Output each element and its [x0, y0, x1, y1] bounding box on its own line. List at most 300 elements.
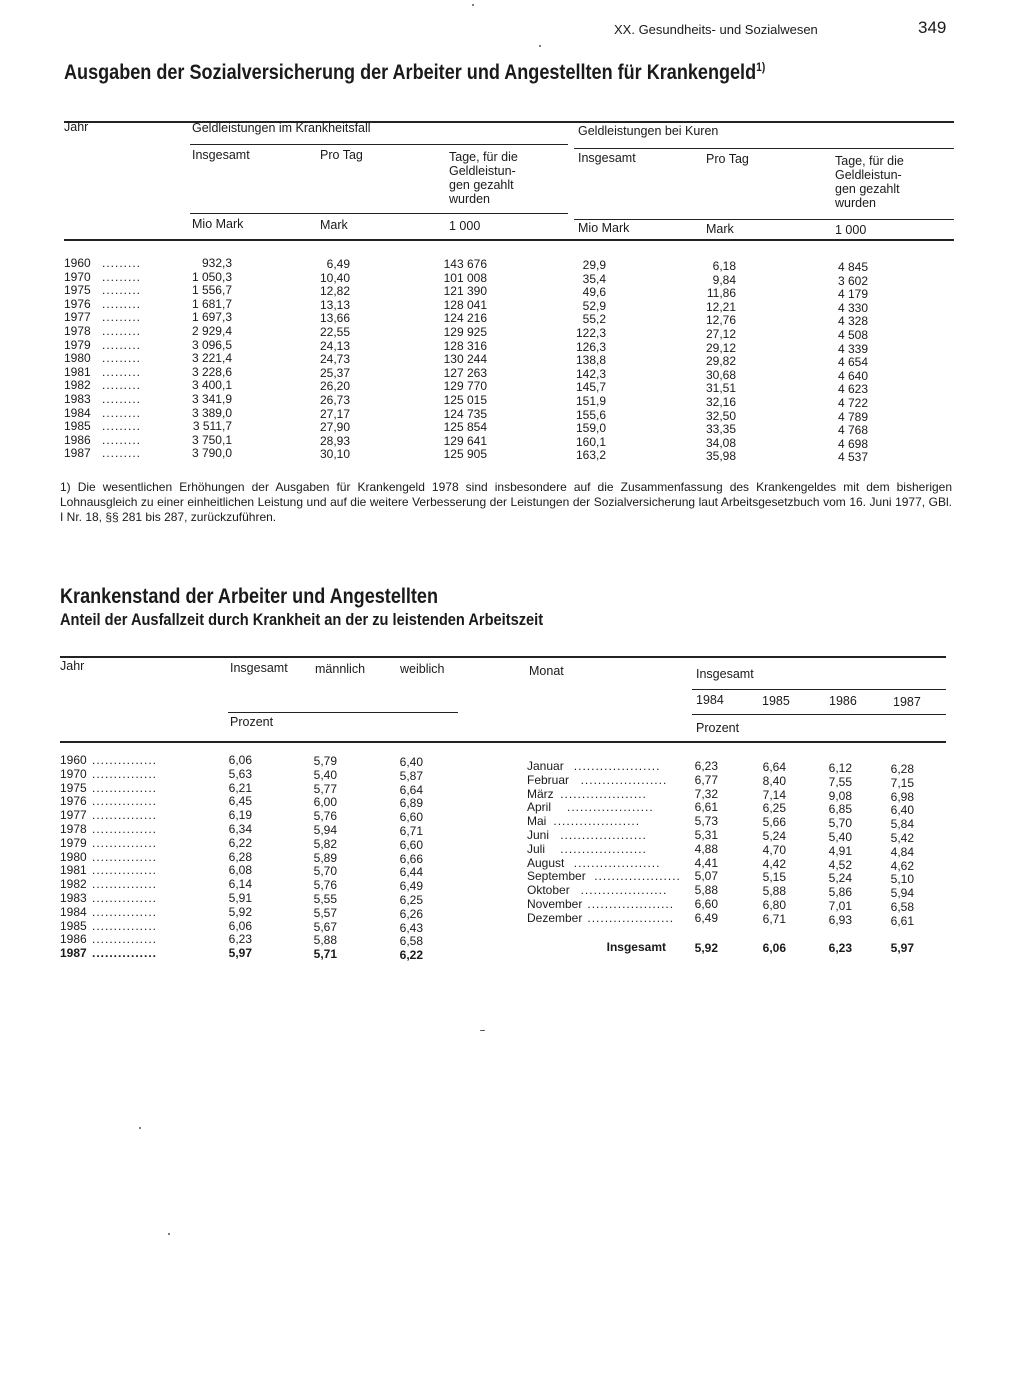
table1-cell-b-insgesamt: 142,3: [575, 366, 606, 381]
table2-cell-weiblich: 6,60: [399, 810, 423, 825]
dot-leader: ...............: [92, 808, 158, 823]
table2-cell-maennlich: 5,82: [313, 836, 337, 851]
dot-leader: ....................: [553, 814, 641, 829]
table3-cell-value: 4,52: [828, 857, 852, 872]
table1-cell-a-tage: 128 041: [443, 297, 487, 312]
dot-leader: ....................: [587, 897, 675, 911]
table1-cell-b-protag: 32,16: [705, 395, 736, 409]
table3-cell-monat: April: [527, 800, 552, 815]
table1-cell-b-protag: 35,98: [705, 449, 736, 464]
table1-cell-a-tage: 124 735: [443, 406, 487, 421]
table1-cell-b-tage: 4 339: [837, 341, 868, 356]
table1-cell-b-protag: 11,86: [706, 286, 736, 301]
table3-total-value: 5,92: [694, 941, 718, 955]
dot-leader: ...............: [92, 849, 158, 864]
table1-unit-a1: Mio Mark: [192, 217, 244, 231]
table2-subtitle: Anteil der Ausfallzeit durch Krankheit an der zu leistenden Arbeitszeit: [60, 610, 544, 629]
table1-cell-a-insgesamt: 3 511,7: [192, 419, 232, 434]
table3-cell-monat: August: [527, 855, 565, 870]
table1-cell-a-protag: 13,66: [319, 311, 350, 326]
table1-group-a: Geldleistungen im Krankheitsfall: [192, 121, 371, 135]
table3-cell-value: 6,85: [828, 802, 852, 817]
table1-cell-a-protag: 25,37: [319, 365, 350, 380]
table1-cell-a-insgesamt: 3 389,0: [191, 405, 232, 420]
table1-cell-b-insgesamt: 29,9: [582, 258, 606, 272]
table2-cell-insgesamt: 6,28: [228, 849, 252, 864]
table1-cell-a-tage: 125 015: [443, 393, 487, 407]
table3-cell-value: 6,61: [890, 913, 914, 928]
table2-cell-weiblich: 6,71: [399, 824, 423, 838]
table1-cell-a-insgesamt: 3 341,9: [191, 392, 232, 406]
table1-cell-b-tage: 4 330: [837, 300, 868, 315]
table2-cell-insgesamt: 6,23: [228, 932, 252, 947]
table1-b-protag: Pro Tag: [706, 152, 749, 166]
table1-cell-a-protag: 22,55: [319, 325, 350, 339]
dot-leader: ...............: [92, 918, 158, 933]
table1-cell-jahr: 1977: [64, 310, 91, 325]
table2-header-bottom-rule: [60, 741, 946, 743]
table3-cell-monat: Januar: [527, 759, 564, 773]
table3-cell-value: 7,55: [828, 774, 852, 789]
table1-cell-b-insgesamt: 151,9: [575, 394, 606, 408]
table3-cell-value: 7,15: [890, 775, 914, 790]
dot-leader: ...............: [92, 780, 158, 795]
table3-cell-value: 5,10: [890, 872, 914, 887]
table3-cell-monat: Mai: [527, 814, 547, 829]
table1-header-bottom-rule: [64, 239, 954, 241]
scan-speck: [539, 45, 541, 47]
table3-cell-value: 5,40: [828, 830, 852, 844]
table2-cell-jahr: 1979: [60, 835, 87, 850]
dot-leader: ...............: [92, 904, 158, 919]
dot-leader: .........: [102, 392, 142, 406]
table2-cell-maennlich: 5,77: [313, 781, 337, 796]
table1-cell-a-insgesamt: 1 556,7: [191, 283, 232, 298]
table1-cell-jahr: 1975: [64, 283, 91, 298]
table3-cell-value: 6,61: [694, 800, 718, 815]
table1-cell-jahr: 1979: [64, 337, 91, 352]
table2-cell-weiblich: 6,58: [399, 934, 423, 949]
table3-cell-value: 4,70: [762, 842, 786, 857]
table2-cell-weiblich: 5,87: [399, 768, 423, 783]
table1-cell-b-insgesamt: 160,1: [575, 434, 606, 449]
table1-cell-a-insgesamt: 932,3: [201, 256, 232, 270]
table1-a-insgesamt: Insgesamt: [192, 148, 250, 162]
table1-cell-jahr: 1981: [64, 364, 91, 379]
dot-leader: ...............: [92, 753, 158, 767]
table2-unit-rule: [228, 712, 458, 713]
table3-col-insgesamt: Insgesamt: [696, 667, 754, 681]
table3-cell-value: 5,66: [762, 815, 786, 830]
table2-cell-jahr: 1982: [60, 877, 87, 892]
table1-cell-jahr: 1985: [64, 419, 91, 434]
table3-cell-value: 5,31: [694, 828, 718, 842]
dot-leader: ....................: [580, 772, 668, 787]
table1-cell-a-tage: 129 770: [443, 379, 487, 394]
table1-cell-b-protag: 34,08: [705, 435, 736, 450]
table2-col-maennlich: männlich: [315, 662, 366, 676]
table3-year-1984: 1984: [696, 693, 724, 707]
dot-leader: ....................: [560, 841, 647, 856]
table2-cell-weiblich: 6,25: [399, 893, 423, 907]
dot-leader: .........: [102, 283, 142, 298]
table1-cell-b-insgesamt: 52,9: [582, 298, 606, 313]
table3-cell-value: 4,41: [694, 855, 718, 870]
table1-unit-rule-a: [190, 213, 568, 214]
table1-title-text: Ausgaben der Sozialversicherung der Arbeiter und Angestellten für Krankengeld: [64, 61, 757, 84]
table1-cell-jahr: 1978: [64, 324, 91, 338]
dot-leader: ....................: [567, 800, 654, 815]
table2-cell-jahr: 1985: [60, 918, 87, 933]
table1-cell-a-insgesamt: 3 750,1: [191, 432, 232, 447]
table1-unit-b3: 1 000: [835, 223, 867, 237]
table2-cell-jahr: 1977: [60, 808, 87, 823]
table2-cell-maennlich: 5,55: [313, 892, 337, 906]
table1-cell-a-tage: 101 008: [443, 270, 487, 285]
table2-cell-jahr: 1960: [60, 753, 87, 767]
table3-cell-monat: Juni: [527, 828, 550, 842]
table3-cell-value: 4,42: [762, 856, 786, 871]
table2-cell-insgesamt: 6,34: [228, 822, 252, 836]
table1-cell-a-tage: 127 263: [443, 365, 487, 380]
dot-leader: ...............: [92, 822, 158, 836]
table2-cell-maennlich: 5,76: [313, 809, 337, 824]
table2-cell-insgesamt: 6,19: [228, 808, 252, 823]
table1-cell-b-tage: 4 845: [837, 260, 868, 274]
table3-cell-value: 5,07: [694, 869, 718, 884]
table2-cell-insgesamt: 6,14: [228, 877, 252, 892]
dot-leader: ...............: [92, 766, 158, 781]
dot-leader: ....................: [560, 786, 647, 801]
table3-year-1987: 1987: [893, 695, 921, 709]
table3-cell-value: 6,23: [694, 759, 718, 773]
table1-cell-a-insgesamt: 1 681,7: [191, 296, 232, 311]
table2-cell-weiblich: 6,60: [399, 837, 423, 852]
table1-cell-b-insgesamt: 155,6: [575, 407, 606, 422]
table3-cell-value: 7,14: [762, 787, 786, 802]
table1-cell-b-protag: 12,21: [705, 299, 736, 314]
table2-col-weiblich: weiblich: [400, 662, 445, 676]
dot-leader: .........: [102, 378, 142, 393]
scan-speck: [168, 1233, 170, 1235]
table3-cell-monat: Februar: [527, 772, 570, 787]
table1-cell-b-tage: 4 508: [837, 328, 868, 342]
table1-cell-b-protag: 31,51: [705, 381, 736, 396]
dot-leader: ...............: [92, 932, 158, 947]
dot-leader: ....................: [573, 855, 661, 870]
table2-cell-maennlich: 5,71: [313, 947, 337, 962]
table3-cell-value: 6,93: [828, 912, 852, 927]
table3-cell-monat: Juli: [527, 841, 546, 856]
dot-leader: .........: [102, 364, 142, 379]
table2-cell-maennlich: 6,00: [313, 795, 337, 810]
table2-cell-jahr: 1987: [60, 946, 87, 961]
table3-cell-value: 4,84: [890, 844, 914, 859]
page-number: 349: [918, 18, 947, 37]
table2-cell-insgesamt: 6,08: [228, 863, 252, 878]
table2-cell-maennlich: 5,89: [313, 850, 337, 865]
table3-year-rule: [692, 689, 946, 690]
table1-cell-jahr: 1976: [64, 296, 91, 311]
table1-cell-a-insgesamt: 3 400,1: [191, 378, 232, 393]
table1-cell-b-protag: 6,18: [712, 259, 736, 273]
table1-unit-b1: Mio Mark: [578, 221, 630, 235]
table1-group-b: Geldleistungen bei Kuren: [578, 124, 719, 138]
table1-b-insgesamt: Insgesamt: [578, 151, 636, 165]
table1-cell-a-tage: 121 390: [443, 284, 487, 299]
table3-total-value: 6,23: [828, 941, 852, 955]
table3-cell-value: 6,71: [762, 911, 786, 926]
table2-unit: Prozent: [230, 715, 274, 729]
table3-cell-value: 6,49: [694, 910, 718, 925]
dot-leader: .........: [102, 310, 142, 325]
dot-leader: ...............: [92, 863, 158, 878]
table1-cell-b-tage: 4 537: [837, 450, 868, 465]
table1-cell-jahr: 1986: [64, 432, 91, 447]
table3-cell-value: 5,88: [762, 884, 786, 899]
table1-cell-a-tage: 130 244: [443, 352, 487, 367]
table2-cell-weiblich: 6,44: [399, 865, 423, 880]
dot-leader: .........: [102, 256, 142, 270]
table1-cell-b-protag: 32,50: [705, 408, 736, 423]
table2-cell-jahr: 1976: [60, 794, 87, 809]
table3-cell-value: 5,88: [694, 883, 718, 898]
table1-cell-a-tage: 125 905: [443, 447, 487, 462]
dot-leader: .........: [102, 324, 142, 338]
table2-cell-weiblich: 6,66: [399, 851, 423, 866]
table1-cell-a-insgesamt: 3 790,0: [191, 446, 232, 461]
table1-cell-a-protag: 6,49: [326, 257, 350, 271]
table2-cell-weiblich: 6,26: [399, 906, 423, 921]
table1-footnote: 1) Die wesentlichen Erhöhungen der Ausgaben für Krankengeld 1978 sind insbesondere auf die Zusammenfassung des Krankengeldes mit dem bisherigen Lohnausgleich zu einer einheitlichen Leistung und auf die weitere Verbesserung der Leistungen der Sozialversicherung laut Arbeitsgesetzbuch vom 16. Juni 1977, GBl. I Nr. 18, §§ 281 bis 287, zurückzuführen.: [60, 480, 952, 524]
table1-cell-b-tage: 4 722: [837, 396, 868, 410]
table2-cell-jahr: 1984: [60, 904, 87, 919]
table1-cell-b-insgesamt: 122,3: [575, 326, 606, 340]
table2-cell-insgesamt: 6,06: [228, 918, 252, 933]
table3-cell-value: 5,73: [694, 814, 718, 829]
table3-cell-value: 5,94: [890, 886, 914, 901]
table2-cell-insgesamt: 6,21: [228, 780, 252, 795]
table2-cell-weiblich: 6,22: [399, 948, 423, 963]
table3-cell-value: 5,70: [828, 816, 852, 831]
table1-cell-b-tage: 4 328: [837, 314, 868, 329]
table1-cell-jahr: 1980: [64, 351, 91, 366]
table1-cell-a-tage: 125 854: [443, 420, 487, 435]
table2-cell-weiblich: 6,40: [399, 755, 423, 769]
table3-unit: Prozent: [696, 721, 740, 735]
table1-cell-b-tage: 4 768: [837, 423, 868, 438]
table3-cell-value: 6,12: [828, 761, 852, 775]
table1-cell-a-tage: 143 676: [443, 257, 487, 271]
table1-cell-b-insgesamt: 138,8: [575, 353, 606, 368]
table3-cell-monat: September: [527, 869, 586, 884]
table2-title: Krankenstand der Arbeiter und Angestellten: [60, 585, 438, 608]
table1-cell-a-protag: 10,40: [319, 270, 350, 285]
table1-cell-b-protag: 27,12: [705, 327, 736, 341]
table1-cell-a-insgesamt: 1 050,3: [191, 269, 232, 284]
table3-cell-monat: Dezember: [527, 910, 583, 925]
scan-speck: [472, 4, 474, 6]
table1-cell-jahr: 1970: [64, 269, 91, 284]
table1-cell-b-tage: 4 698: [837, 436, 868, 451]
table3-cell-value: 6,60: [694, 897, 718, 911]
table1-cell-b-insgesamt: 145,7: [575, 380, 606, 395]
dot-leader: .........: [102, 405, 142, 420]
dot-leader: .........: [102, 337, 142, 352]
table1-cell-a-insgesamt: 3 096,5: [191, 337, 232, 352]
table1-cell-a-tage: 128 316: [443, 338, 487, 353]
table2-col-jahr: Jahr: [60, 659, 85, 673]
table3-cell-value: 4,91: [828, 843, 852, 858]
table2-cell-weiblich: 6,64: [399, 782, 423, 797]
table3-total-label: Insgesamt: [606, 940, 666, 954]
table2-cell-insgesamt: 5,97: [228, 946, 252, 961]
table3-cell-value: 6,40: [890, 803, 914, 818]
table2-cell-jahr: 1983: [60, 891, 87, 905]
table3-cell-value: 6,58: [890, 900, 914, 914]
dot-leader: ....................: [580, 883, 668, 898]
table1-cell-a-protag: 26,73: [319, 393, 350, 407]
scan-speck: [480, 1030, 485, 1031]
table3-cell-value: 6,64: [762, 760, 786, 774]
table1-cell-b-tage: 4 789: [837, 409, 868, 424]
dot-leader: ...............: [92, 794, 158, 809]
table1-cell-a-protag: 27,17: [319, 406, 350, 421]
table1-cell-a-insgesamt: 2 929,4: [191, 324, 232, 338]
table1-cell-a-protag: 13,13: [319, 297, 350, 312]
table1-unit-b2: Mark: [706, 222, 734, 236]
dot-leader: ....................: [594, 869, 681, 884]
table2-cell-maennlich: 5,40: [313, 767, 337, 782]
table3-unit-rule: [692, 714, 946, 715]
table3-cell-value: 4,62: [890, 858, 914, 873]
dot-leader: ...............: [92, 835, 158, 850]
table2-cell-jahr: 1980: [60, 849, 87, 864]
table1-cell-a-protag: 24,73: [319, 352, 350, 367]
table1-cell-b-tage: 4 623: [837, 382, 868, 397]
table1-cell-jahr: 1984: [64, 405, 91, 420]
table1-cell-jahr: 1983: [64, 392, 91, 406]
table2-cell-jahr: 1978: [60, 822, 87, 836]
table2-cell-insgesamt: 6,22: [228, 835, 252, 850]
table1-unit-rule-b: [574, 219, 954, 220]
table2-cell-insgesamt: 5,91: [228, 891, 252, 905]
table2-col-insgesamt: Insgesamt: [230, 661, 288, 675]
table1-cell-a-insgesamt: 3 228,6: [191, 364, 232, 379]
table2-cell-weiblich: 6,49: [399, 879, 423, 894]
table3-cell-value: 5,15: [762, 870, 786, 885]
table3-total-value: 5,97: [890, 941, 914, 955]
table1-cell-a-insgesamt: 1 697,3: [191, 310, 232, 325]
table2-cell-maennlich: 5,70: [313, 864, 337, 879]
table3-cell-value: 5,42: [890, 831, 914, 845]
table3-cell-value: 6,80: [762, 898, 786, 912]
table3-cell-value: 5,24: [762, 829, 786, 843]
table1-cell-a-protag: 27,90: [319, 420, 350, 435]
table2-cell-weiblich: 6,43: [399, 920, 423, 935]
table2-cell-maennlich: 5,76: [313, 878, 337, 893]
table1-cell-a-protag: 26,20: [319, 379, 350, 394]
table1-cell-a-protag: 30,10: [319, 447, 350, 462]
table1-cell-jahr: 1982: [64, 378, 91, 393]
dot-leader: ...............: [92, 891, 158, 905]
table3-cell-monat: Oktober: [527, 883, 570, 898]
table1-cell-b-insgesamt: 159,0: [575, 421, 606, 436]
table2-cell-jahr: 1970: [60, 766, 87, 781]
table3-cell-value: 5,24: [828, 871, 852, 886]
table2-cell-weiblich: 6,89: [399, 796, 423, 811]
dot-leader: .........: [102, 432, 142, 447]
table1-cell-b-tage: 4 640: [837, 368, 868, 383]
table2-cell-jahr: 1981: [60, 863, 87, 878]
table3-cell-value: 8,40: [762, 773, 786, 788]
table1-cell-a-protag: 24,13: [319, 338, 350, 353]
dot-leader: .........: [102, 269, 142, 284]
table1-cell-b-insgesamt: 163,2: [575, 448, 606, 463]
table3-year-1985: 1985: [762, 694, 790, 708]
table3-cell-value: 7,32: [694, 786, 718, 801]
table1-cell-b-insgesamt: 49,6: [582, 285, 606, 300]
table2-cell-maennlich: 5,88: [313, 933, 337, 948]
table2-top-rule: [60, 656, 946, 658]
table1-cell-b-insgesamt: 35,4: [582, 271, 606, 286]
table3-cell-monat: November: [527, 897, 583, 911]
table2-cell-insgesamt: 5,92: [228, 904, 252, 919]
table2-cell-maennlich: 5,79: [313, 754, 337, 768]
table1-cell-b-tage: 4 179: [837, 287, 868, 302]
dot-leader: .........: [102, 351, 142, 366]
table1-cell-b-tage: 4 654: [837, 355, 868, 370]
table3-cell-value: 9,08: [828, 788, 852, 803]
table3-cell-value: 5,86: [828, 885, 852, 900]
table1-cell-b-insgesamt: 126,3: [575, 339, 606, 354]
table3-cell-value: 5,84: [890, 817, 914, 832]
chapter-header: XX. Gesundheits- und Sozialwesen: [614, 22, 818, 37]
dot-leader: ...............: [92, 877, 158, 892]
table3-year-1986: 1986: [829, 694, 857, 708]
table1-cell-a-protag: 28,93: [319, 433, 350, 448]
table3-col-monat: Monat: [529, 664, 564, 678]
dot-leader: .........: [102, 296, 142, 311]
table1-unit-a2: Mark: [320, 218, 348, 232]
table1-cell-jahr: 1960: [64, 256, 91, 270]
table1-cell-jahr: 1987: [64, 446, 91, 461]
table1-cell-a-protag: 12,82: [319, 284, 350, 299]
table2-cell-jahr: 1986: [60, 932, 87, 947]
table1-group-a-rule: [190, 144, 568, 145]
table2-cell-insgesamt: 5,63: [228, 766, 252, 781]
table3-cell-value: 7,01: [828, 899, 852, 913]
table3-total-value: 6,06: [762, 941, 786, 955]
table1-cell-a-tage: 129 925: [443, 325, 487, 339]
dot-leader: ....................: [573, 759, 661, 773]
table2-cell-maennlich: 5,57: [313, 905, 337, 920]
table2-cell-insgesamt: 6,06: [228, 753, 252, 767]
dot-leader: ....................: [587, 910, 675, 925]
table3-cell-monat: März: [527, 786, 554, 801]
dot-leader: .........: [102, 419, 142, 434]
table3-cell-value: 4,88: [694, 841, 718, 856]
table1-a-protag: Pro Tag: [320, 148, 363, 162]
table1-cell-b-protag: 12,76: [705, 313, 736, 328]
table1-cell-a-tage: 124 216: [443, 311, 487, 326]
table1-title: [64, 60, 765, 85]
table1-cell-b-protag: 29,12: [705, 340, 736, 355]
table1-cell-b-protag: 30,68: [705, 367, 736, 382]
table3-cell-value: 6,77: [694, 772, 718, 787]
table1-cell-b-protag: 9,84: [712, 272, 736, 287]
table3-cell-value: 6,28: [890, 762, 914, 776]
